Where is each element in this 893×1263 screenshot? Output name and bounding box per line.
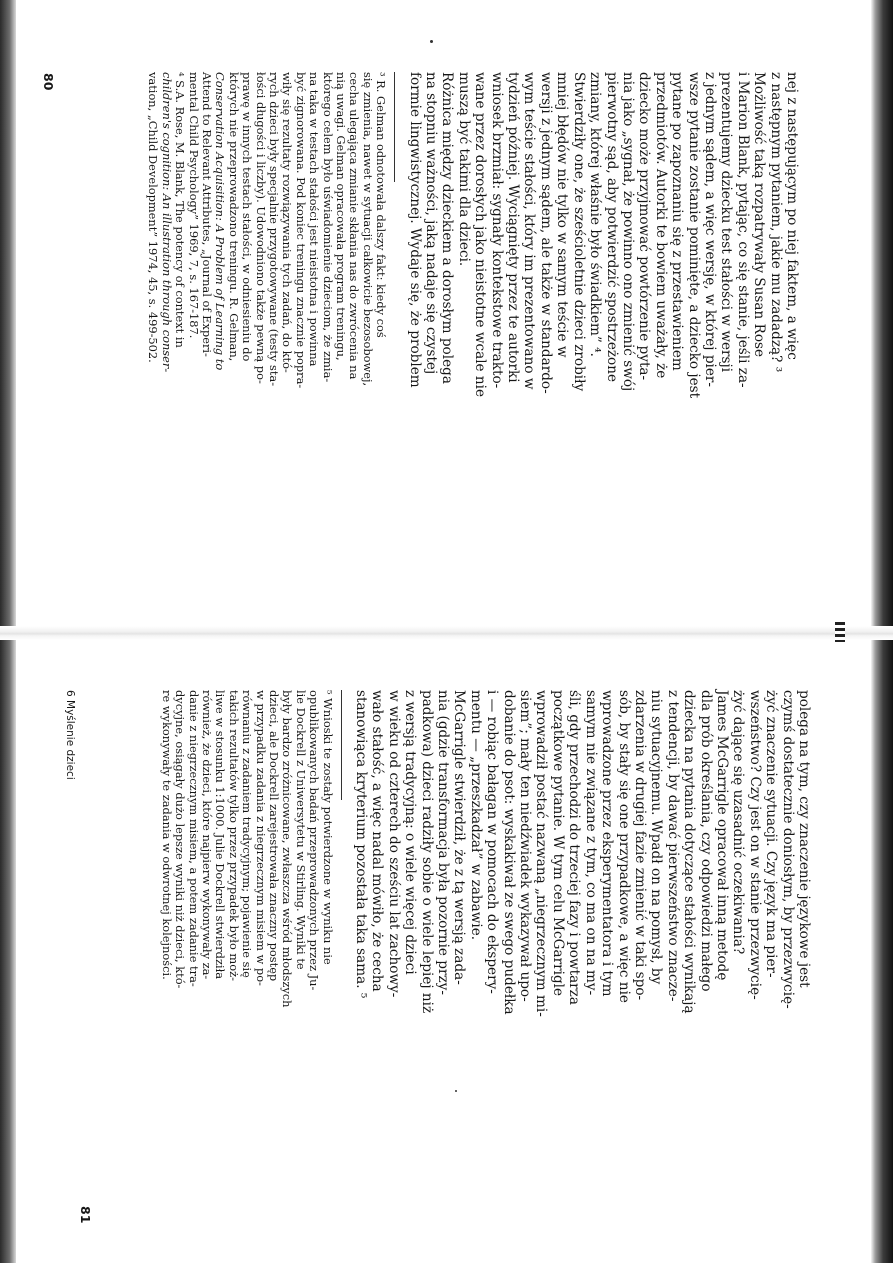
footnote-line: liwe w stosunku 1:1000. Julie Dockrell stwierdziła (213, 690, 228, 980)
footnote-line: lie Dockrell z Uniwersytetu w Stirling. Wyniki te (293, 690, 308, 970)
text-line: padkowa) dzieci radziły sobie o wiele lepiej niż (418, 690, 435, 1014)
text-line: James McGarrigle opracował inną metodę (713, 690, 730, 981)
footnote-line: cecha ulegająca zmianie skłania nas do zwrócenia na (347, 72, 362, 380)
footnote-line: były bardzo zróżnicowane, zwłaszcza wśród młodszych (280, 690, 295, 1008)
text-line: na stopniu ważności, jaką nadaje się czystej (423, 72, 440, 375)
text-line: dobanie do psot: wyskakiwał ze swego pudełka (500, 690, 517, 1015)
footnote-line: ⁵ Wnioski te zostały potwierdzone w wyniku nie (320, 690, 335, 965)
footnote-line: re wykonywały te zadania w odwrotnej kolejności. (159, 690, 174, 980)
footnote-line: się zmienia, nawet w sytuacji całkowicie bezosobowej, (360, 72, 375, 387)
text-line: mniej błędów nie tylko w samym teście w (554, 72, 571, 358)
text-line: w wieku od czterech do sześciu lat zachowy- (385, 690, 402, 998)
page-number-80: 80 (41, 73, 56, 91)
text-line: formie lingwistycznej. Wydaje się, że problem (406, 72, 423, 388)
text-line: wprowadził postać nazwaną „niegrzecznym mi- (533, 690, 550, 1017)
text-line: samym nie związane z tym, co ma on na my- (582, 690, 599, 996)
text-line: tydzień później. Wyciągnięty przez te autorki (505, 72, 522, 383)
text-line: niu sytuacyjnemu. Wpadł on na pomysł, by (648, 690, 665, 985)
text-line: wane przez dorosłych jako nieistotne wcale nie (472, 72, 489, 398)
text-line: zdarzenia w drugiej fazie zmienić w taki spo- (631, 690, 648, 1001)
text-line: z wersją tradycyjną: o wiele więcej dzieci (402, 690, 419, 975)
page-80 (146, 72, 800, 642)
text-line: mentu — „przeszkadzał” w zabawie. (467, 690, 484, 941)
footnote-line: mental Child Psychology” 1969, 7, s. 167-187. (186, 72, 201, 339)
footnote-line: również, że dzieci, które najpierw wykonywały za- (199, 690, 214, 980)
text-line: nia jako „sygnał, że powinno ono zmienić swój (619, 72, 636, 392)
footnote-line: rych dzieci były specjalnie przygotowywane (testy sta- (267, 72, 281, 387)
text-line: czymś dostatecznie doniosłym, by przezwycię- (779, 690, 796, 1009)
text-line: i Marion Blank, pytając, co się stanie, jeśli za- (734, 72, 751, 388)
text-line: śli, gdy przechodzi do trzeciej fazy i powtarza (566, 690, 583, 1005)
text-line: z następnym pytaniem, jakie mu zadadzą? ³ (767, 72, 784, 373)
footnote-separator (394, 72, 395, 182)
text-line: dla prób określania, czy odpowiedzi małego (697, 690, 714, 992)
text-line: wniosek brzmiał: sygnały kontekstowe trakto- (488, 72, 505, 389)
footnote-line: których nie przeprowadzono treningu. R. Gelman, (226, 72, 241, 362)
footnote-line: w przypadku zadania z niegrzecznym misiem w po- (253, 690, 268, 986)
text-line: żyć znaczenie sytuacji. Czy język ma pier- (763, 690, 780, 978)
text-line: pytane po zapoznaniu się z przestawieniem (669, 72, 686, 371)
text-line: dziecko może przyjmować powtórzenie pyta- (636, 72, 653, 381)
text-line: McGarrigle stwierdził, że z tą wersją zada- (451, 690, 468, 985)
text-line: Stwierdziły one, że sześcioletnie dzieci zrobiły (570, 72, 587, 392)
page-80-footnotes (146, 72, 387, 642)
page-81 (159, 690, 812, 1260)
footnote-line: dzieci, ale Dockrell zarejestrowała znaczny postęp (267, 690, 281, 982)
footnote-line: łości długości i liczby). Udowodniono także pewną po- (253, 72, 268, 384)
footnote-line: ⁴ S.A. Rose, M. Blank, The potency of context in (173, 72, 188, 348)
text-line: przedmiotów. Autorki te bowiem uważały, że (652, 72, 669, 379)
footnote-line: którego celem było uświadomienie dzieciom, że zmia- (320, 72, 335, 383)
text-line: pierwotny sąd, aby potwierdzić spostrzeżone (603, 72, 620, 383)
footnote-line: vation, „Child Development” 1974, 45, s. 499-502. (146, 72, 161, 363)
text-line: zmiany, której właśnie było świadkiem” ⁴. (587, 72, 604, 357)
text-line: z jednym sądem, a więc wersję, w której pier- (701, 72, 718, 387)
text-line: Możliwość taką rozpatrywały Susan Rose (751, 72, 768, 358)
text-line: sób, by stały się one przypadkowe, a więc nie (615, 690, 632, 1003)
gutter-binding-mark (835, 622, 845, 642)
footnote-line: children's cognition: An illustration through conser- (159, 72, 174, 373)
page-number-81: 81 (78, 1206, 93, 1224)
text-line: Różnica między dzieckiem a dorosłym polega (439, 72, 456, 384)
footnote-line: Conservation Acquisition: A Problem of Learning to (213, 72, 228, 371)
text-line: wsze pytanie zostanie pominięte, a dziecko jest (685, 72, 702, 399)
footnote-line: ³ R. Gelman odnotowała dalszy fakt: kiedy coś (374, 72, 389, 338)
text-line: wszeństwo? Czy jest on w stanie przezwycię- (746, 690, 763, 1000)
page-81-footnotes (159, 690, 333, 1260)
text-line: nia (gdzie transformacja była pozornie przy- (435, 690, 452, 995)
footnote-line: na taka w testach stałości jest nieistotna i powinna (307, 72, 322, 367)
text-line: dziecka na pytania dotyczące stałości wynikają (681, 690, 698, 1014)
text-line: początkowe pytanie. W tym celu McGarrigle (549, 690, 566, 997)
page-81-body (353, 690, 812, 1260)
text-line: wym teście stałości, który im prezentowano w (521, 72, 538, 390)
footnote-line: Attend to Relevant Attributes, „Journal of Experi- (199, 72, 214, 357)
scan-dust-speck (430, 40, 433, 43)
text-line: wprowadzone przez eksperymentatora i tym (599, 690, 616, 997)
footnote-line: dycyjne, osiągały dużo lepsze wyniki niż dzieci, któ- (173, 690, 188, 989)
footnote-line: równaniu z zadaniem tradycyjnym; pojawienie się (240, 690, 255, 978)
footnote-line: nią uwagi. Gelman opracowała program treningu, (334, 72, 349, 361)
footnote-line: takich rezultatów tylko przez przypadek było moż- (226, 690, 241, 981)
footnote-separator (341, 690, 342, 800)
footnote-line: opublikowanych badań przeprowadzonych przez Ju- (307, 690, 322, 991)
text-line: nej z następującym po niej faktem, a więc (784, 72, 800, 360)
text-line: wersji z jednym sądem, ale także w standardo- (537, 72, 554, 394)
text-line: wało stałość, a więc nadal mówiło, że cecha (369, 690, 386, 992)
footnote-line: prawę w innych testach stałości, w odniesieniu do (240, 72, 255, 362)
text-line: muszą być takimi dla dzieci. (455, 72, 472, 267)
text-line: prezentujemy dziecku test stałości w wersji (718, 72, 735, 373)
text-line: siem”; mały ten niedźwiadek wykazywał upo- (517, 690, 534, 1002)
text-line: stanowiąca kryterium pozostała taka sama. ⁵ (353, 690, 370, 999)
footnote-line: danie z niegrzecznym misiem, a potem zadanie tra- (186, 690, 201, 987)
signature-mark: 6 Myślenie dzieci (64, 690, 76, 780)
footnote-line: być zignorowana. Pod koniec treningu znacznie popra- (293, 72, 308, 389)
text-line: z tendencji, by dawać pierwszeństwo znacze- (664, 690, 681, 1002)
text-line: żyć dające się uzasadnić oczekiwania? (730, 690, 747, 955)
text-line: polega na tym, czy znaczenie językowe jest (796, 690, 812, 988)
text-line: i — robiąc bałagan w pomocach do ekspery- (484, 690, 501, 994)
page-80-body (406, 72, 800, 642)
footnote-line: wiły się rezultaty rozwiązywania tych zadań, do któ- (280, 72, 295, 373)
